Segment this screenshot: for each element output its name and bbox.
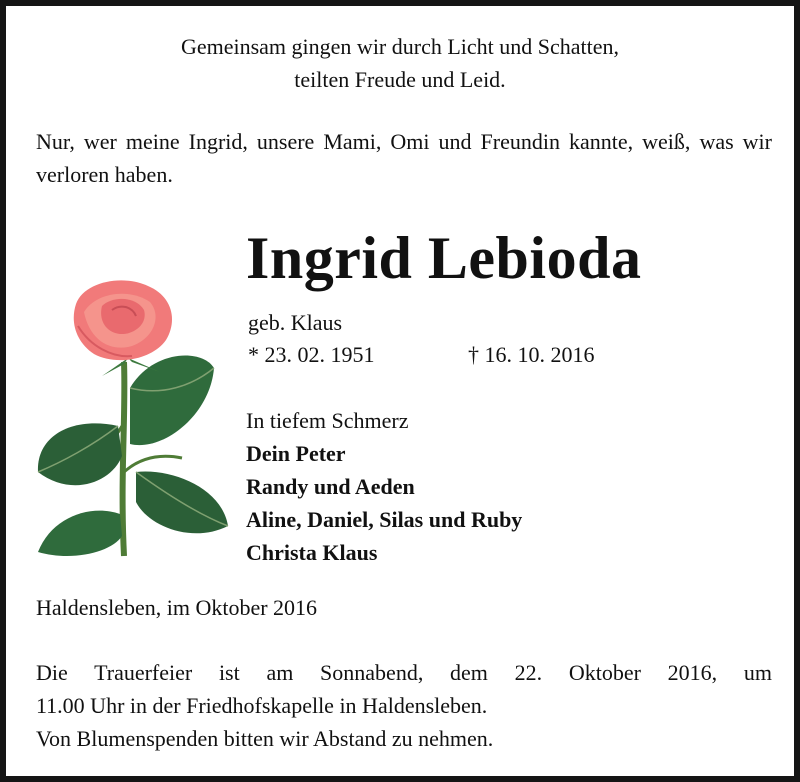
quote-line-1: Gemeinsam gingen wir durch Licht und Schatten,	[180, 34, 620, 59]
place-date: Haldensleben, im Oktober 2016	[36, 595, 318, 620]
intro-paragraph: Nur, wer meine Ingrid, unsere Mami, Omi und Freundin kannte, weiß, was wir verloren haben.	[36, 129, 772, 187]
mourner-name: Randy und Aeden	[246, 474, 415, 499]
funeral-info	[36, 656, 772, 755]
rose-icon	[32, 276, 232, 560]
birth-date: * 23. 02. 1951	[248, 342, 375, 367]
maiden-name: geb. Klaus	[248, 310, 343, 335]
deceased-name: Ingrid Lebioda	[246, 225, 642, 291]
funeral-line-3: Von Blumenspenden bitten wir Abstand zu nehmen.	[36, 726, 494, 751]
mourner-name: Dein Peter	[246, 441, 346, 466]
funeral-line-1: Die Trauerfeier ist am Sonnabend, dem 22. Oktober 2016, um	[36, 660, 772, 685]
funeral-line-2: 11.00 Uhr in der Friedhofskapelle in Haldensleben.	[36, 693, 488, 718]
death-date: † 16. 10. 2016	[468, 342, 595, 367]
quote-line-2: teilten Freude und Leid.	[294, 67, 506, 92]
memorial-quote	[6, 30, 794, 96]
mourners-intro: In tiefem Schmerz	[246, 408, 409, 433]
mourner-name: Christa Klaus	[246, 540, 378, 565]
mourner-name: Aline, Daniel, Silas und Ruby	[246, 507, 523, 532]
mourners-block	[246, 404, 522, 569]
